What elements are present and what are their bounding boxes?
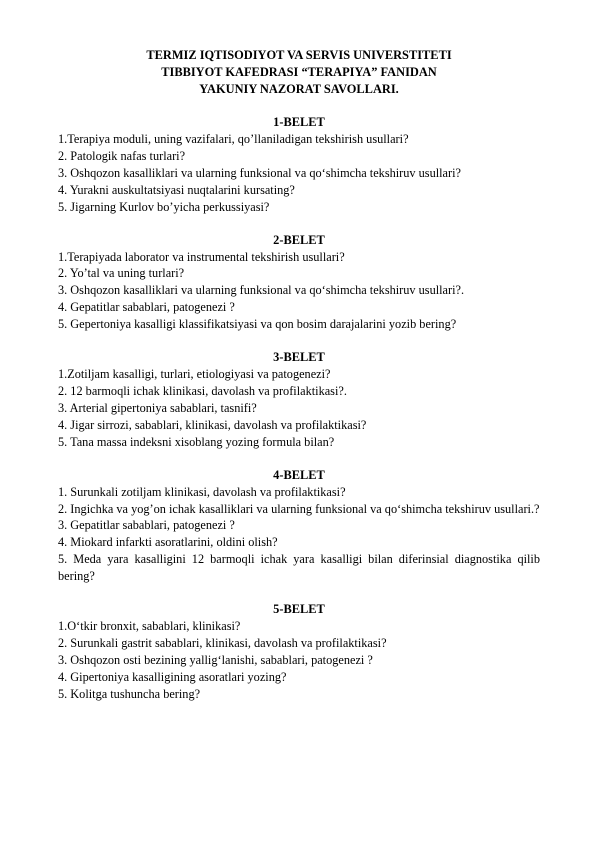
ticket-heading: 4-BELET (273, 467, 325, 482)
question-item: 1.O‘tkir bronxit, sabablari, klinikasi? (58, 619, 241, 634)
question-item: 4. Jigar sirrozi, sabablari, klinikasi, davolash va profilaktikasi? (58, 417, 367, 432)
question-item: 1.Zotiljam kasalligi, turlari, etiologiyasi va patogenezi? (58, 367, 331, 382)
question-item: 3. Arterial gipertoniya sabablari, tasnifi? (58, 400, 257, 415)
ticket-section-1 (58, 114, 540, 216)
ticket-heading: 1-BELET (273, 115, 325, 129)
ticket-section-3 (58, 349, 540, 451)
title-line-university: TERMIZ IQTISODIYOT VA SERVIS UNIVERSTITETI (146, 48, 452, 62)
question-item: 2. 12 barmoqli ichak klinikasi, davolash va profilaktikasi?. (58, 383, 347, 398)
question-item: 3. Gepatitlar sabablari, patogenezi ? (58, 518, 235, 533)
question-item: 5. Tana massa indeksni xisoblang yozing formula bilan? (58, 434, 335, 449)
question-list (58, 249, 540, 334)
question-item: 5. Meda yara kasalligini 12 barmoqli ichak yara kasalligi bilan diferinsial diagnostika qilib bering? (58, 552, 540, 584)
document-title (58, 47, 540, 98)
ticket-heading: 2-BELET (273, 232, 325, 247)
question-list (58, 131, 540, 216)
question-list (58, 366, 540, 451)
title-line-department: TIBBIYOT KAFEDRASI “TERAPIYA” FANIDAN (161, 65, 437, 79)
question-item: 3. Oshqozon kasalliklari va ularning funksional va qo‘shimcha tekshiruv usullari? (58, 165, 461, 180)
document-page (58, 47, 540, 703)
question-item: 3. Oshqozon osti bezining yallig‘lanishi, sabablari, patogenezi ? (58, 652, 373, 667)
question-item: 4. Yurakni auskultatsiyasi nuqtalarini kursating? (58, 182, 295, 197)
question-item: 3. Oshqozon kasalliklari va ularning funksional va qo‘shimcha tekshiruv usullari?. (58, 283, 465, 298)
ticket-section-4 (58, 467, 540, 585)
title-line-exam: YAKUNIY NAZORAT SAVOLLARI. (199, 82, 399, 96)
ticket-heading: 5-BELET (273, 602, 325, 617)
question-item: 1.Terapiya moduli, uning vazifalari, qo’llaniladigan tekshirish usullari? (58, 132, 409, 146)
question-item: 2. Surunkali gastrit sabablari, klinikasi, davolash va profilaktikasi? (58, 635, 387, 650)
question-item: 4. Miokard infarkti asoratlarini, oldini olish? (58, 535, 278, 550)
question-item: 5. Gepertoniya kasalligi klassifikatsiyasi va qon bosim darajalarini yozib bering? (58, 317, 457, 332)
question-item: 2. Yo’tal va uning turlari? (58, 266, 185, 281)
question-list (58, 484, 540, 585)
ticket-heading: 3-BELET (273, 350, 325, 365)
ticket-section-2 (58, 232, 540, 334)
question-item: 4. Gepatitlar sabablari, patogenezi ? (58, 300, 235, 315)
question-list (58, 618, 540, 703)
ticket-section-5 (58, 601, 540, 703)
question-item: 4. Gipertoniya kasalligining asoratlari yozing? (58, 669, 287, 684)
question-item: 2. Patologik nafas turlari? (58, 148, 186, 163)
question-item: 5. Jigarning Kurlov bo’yicha perkussiyasi? (58, 199, 270, 214)
question-item: 1.Terapiyada laborator va instrumental tekshirish usullari? (58, 249, 345, 264)
question-item: 5. Kolitga tushuncha bering? (58, 686, 201, 701)
question-item: 1. Surunkali zotiljam klinikasi, davolash va profilaktikasi? (58, 484, 346, 499)
question-item: 2. Ingichka va yog’on ichak kasalliklari va ularning funksional va qo‘shimcha tekshiruv usullari.? (58, 501, 540, 516)
